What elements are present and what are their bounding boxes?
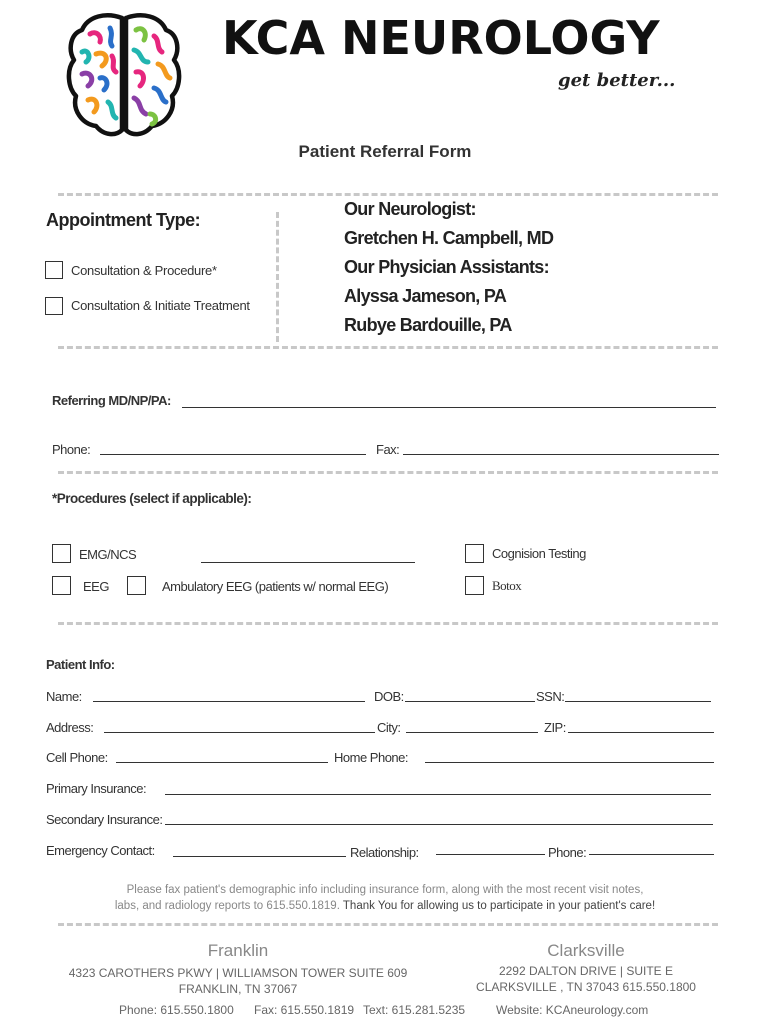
divider (276, 212, 279, 342)
emergency-phone-label: Phone: (548, 845, 587, 860)
pa-name-2: Rubye Bardouille, PA (344, 315, 512, 335)
relationship-label: Relationship: (350, 845, 419, 860)
emg-ncs-checkbox[interactable] (52, 544, 71, 563)
appointment-type-heading: Appointment Type: (46, 210, 201, 230)
city-field[interactable] (406, 732, 538, 733)
home-phone-label: Home Phone: (334, 750, 408, 765)
divider (58, 346, 718, 349)
divider (58, 193, 718, 196)
zip-label: ZIP: (544, 720, 566, 735)
referring-field[interactable] (182, 407, 716, 408)
fax-instruction-note (0, 882, 770, 914)
primary-insurance-label: Primary Insurance: (46, 781, 147, 796)
botox-checkbox[interactable] (465, 576, 484, 595)
consultation-procedure-checkbox[interactable] (45, 261, 63, 279)
emg-ncs-field[interactable] (201, 562, 415, 563)
brand-tagline: get better... (558, 70, 676, 91)
botox-label: Botox (492, 578, 522, 593)
primary-insurance-field[interactable] (165, 794, 711, 795)
note-line-2 (0, 898, 770, 914)
divider (58, 622, 718, 625)
relationship-field[interactable] (436, 854, 545, 855)
note-line-1: Please fax patient's demographic info including insurance form, along with the most recent visit notes, (126, 884, 644, 896)
patient-info-heading: Patient Info: (46, 657, 115, 672)
referral-phone-field[interactable] (100, 454, 366, 455)
footer-fax: Fax: 615.550.1819 (254, 1003, 355, 1017)
referral-phone-label: Phone: (52, 442, 91, 457)
address-label: Address: (46, 720, 94, 735)
consultation-procedure-label: Consultation & Procedure* (71, 263, 217, 278)
emergency-contact-field[interactable] (173, 856, 346, 857)
brain-logo-icon (66, 10, 182, 142)
cell-phone-field[interactable] (116, 762, 328, 763)
zip-field[interactable] (568, 732, 714, 733)
emergency-phone-field[interactable] (589, 854, 714, 855)
secondary-insurance-label: Secondary Insurance: (46, 812, 163, 827)
name-label: Name: (46, 689, 82, 704)
franklin-address-line-2: FRANKLIN, TN 37067 (178, 982, 298, 996)
ssn-label: SSN: (536, 689, 565, 704)
home-phone-field[interactable] (425, 762, 714, 763)
divider (58, 471, 718, 474)
franklin-address-line-1: 4323 CAROTHERS PKWY | WILLIAMSON TOWER SUITE 609 (68, 966, 408, 980)
procedures-heading: *Procedures (select if applicable): (52, 491, 252, 506)
name-field[interactable] (93, 701, 365, 702)
page-title: Patient Referral Form (298, 142, 472, 161)
neurologist-name: Gretchen H. Campbell, MD (344, 228, 554, 248)
pa-heading: Our Physician Assistants: (344, 257, 549, 277)
dob-label: DOB: (374, 689, 404, 704)
clarksville-address-line-2: CLARKSVILLE , TN 37043 615.550.1800 (476, 980, 696, 994)
note-line-2-text: labs, and radiology reports to 615.550.1819. (114, 900, 340, 912)
cognision-testing-label: Cognision Testing (492, 546, 586, 561)
divider (58, 923, 718, 926)
referral-fax-label: Fax: (376, 442, 400, 457)
consultation-treatment-label: Consultation & Initiate Treatment (71, 298, 250, 313)
referral-fax-field[interactable] (403, 454, 719, 455)
consultation-treatment-checkbox[interactable] (45, 297, 63, 315)
clarksville-office-name: Clarksville (547, 941, 625, 960)
ambulatory-eeg-checkbox[interactable] (127, 576, 146, 595)
brand-name: KCA NEUROLOGY (222, 11, 660, 65)
franklin-address (38, 965, 438, 997)
eeg-checkbox[interactable] (52, 576, 71, 595)
emergency-contact-label: Emergency Contact: (46, 843, 155, 858)
clarksville-address (456, 963, 716, 995)
note-thanks: Thank You for allowing us to participate in your patient's care! (342, 900, 656, 912)
city-label: City: (377, 720, 401, 735)
neurologist-heading: Our Neurologist: (344, 199, 476, 219)
footer-text: Text: 615.281.5235 (363, 1003, 466, 1017)
address-field[interactable] (104, 732, 375, 733)
franklin-office-name: Franklin (207, 941, 269, 960)
eeg-label: EEG (83, 579, 109, 594)
pa-name-1: Alyssa Jameson, PA (344, 286, 507, 306)
dob-field[interactable] (405, 701, 535, 702)
cognision-testing-checkbox[interactable] (465, 544, 484, 563)
referring-label: Referring MD/NP/PA: (52, 393, 171, 408)
footer-phone: Phone: 615.550.1800 (119, 1003, 234, 1017)
emg-ncs-label: EMG/NCS (79, 547, 137, 562)
secondary-insurance-field[interactable] (165, 824, 713, 825)
clarksville-address-line-1: 2292 DALTON DRIVE | SUITE E (498, 964, 674, 978)
ssn-field[interactable] (565, 701, 711, 702)
footer-website[interactable]: Website: KCAneurology.com (496, 1003, 649, 1017)
cell-phone-label: Cell Phone: (46, 750, 108, 765)
ambulatory-eeg-label: Ambulatory EEG (patients w/ normal EEG) (162, 579, 389, 594)
